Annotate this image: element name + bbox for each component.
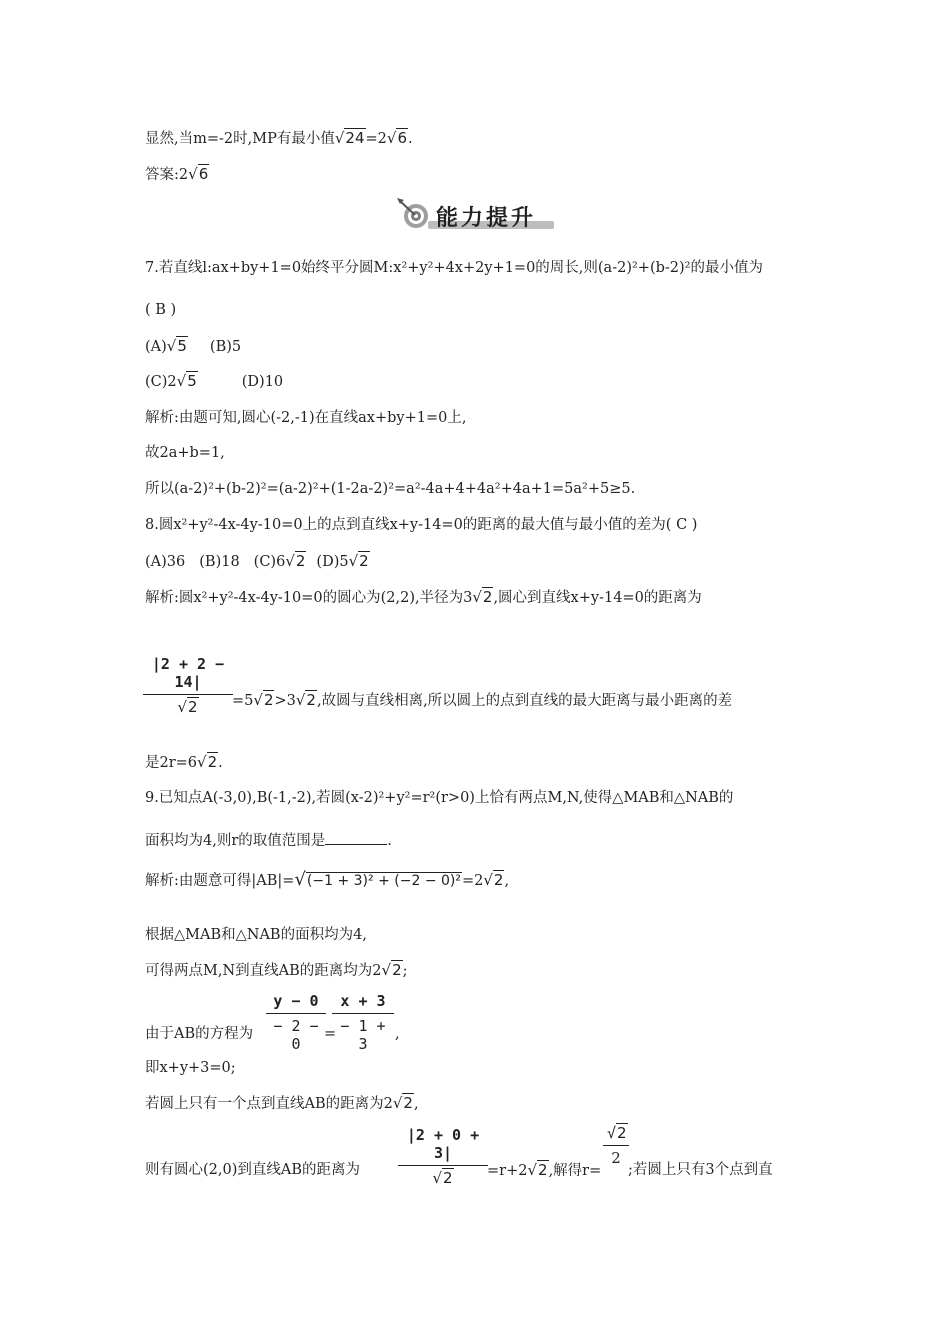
fraction [603, 1124, 629, 1167]
text: ,圆心到直线x+y-14=0的距离为 [493, 590, 702, 606]
text: , [413, 1096, 419, 1112]
text: . [408, 131, 413, 147]
text: 可得两点M,N到直线AB的距离均为2 [145, 963, 382, 979]
question-8-solution-3 [145, 752, 223, 773]
fraction-denominator: − 1 + 3 [340, 1017, 386, 1053]
sqrt: √5 [176, 372, 197, 390]
fraction-denominator: √2 [432, 1169, 453, 1187]
question-9-solution-3 [145, 960, 408, 981]
text-line [145, 128, 413, 149]
section-title: 能力提升 [436, 206, 537, 231]
text: >3 [274, 693, 296, 709]
text: (B)5 [209, 339, 242, 355]
sqrt: √2 [295, 691, 316, 709]
sqrt: √2 [381, 961, 402, 979]
text: 是2r=6 [145, 755, 198, 771]
text: (D)5 [316, 554, 349, 570]
text: 则有圆心(2,0)到直线AB的距离为 [145, 1162, 360, 1178]
section-banner [394, 197, 556, 231]
text: 若圆上只有一个点到直线AB的距离为2 [145, 1096, 393, 1112]
fraction-denominator: 2 [611, 1149, 621, 1167]
sqrt: √2 [348, 552, 369, 570]
fraction [143, 655, 233, 716]
question-7-solution-1: 解析:由题可知,圆心(-2,-1)在直线ax+by+1=0上, [145, 410, 467, 426]
question-8-solution-1 [145, 587, 702, 608]
sqrt: √24 [334, 129, 365, 147]
text: (B)18 [199, 554, 240, 570]
sqrt: √2 [472, 588, 493, 606]
sqrt: √2 [483, 871, 504, 889]
question-7-stem: 7.若直线l:ax+by+1=0始终平分圆M:x²+y²+4x+2y+1=0的周长,则(a-2)²+(b-2)²的最小值为 [145, 260, 763, 276]
text: , [395, 1026, 400, 1042]
text: =2 [461, 873, 484, 889]
text: (A) [145, 339, 167, 355]
text: (A)36 [145, 554, 186, 570]
text: ,解得r= [548, 1163, 602, 1179]
sqrt: √2 [527, 1161, 548, 1179]
text: 显然,当m=-2时,MP有最小值 [145, 131, 335, 147]
text: 答案:2 [145, 167, 189, 183]
fraction [332, 992, 394, 1053]
fraction-numerator: √2 [603, 1124, 629, 1146]
text: ; [402, 963, 408, 979]
sqrt: √2 [197, 753, 218, 771]
question-7-solution-3: 所以(a-2)²+(b-2)²=(a-2)²+(1-2a-2)²=a²-4a+4+4a²+4a+1=5a²+5≥5. [145, 481, 636, 497]
text: =5 [232, 693, 254, 709]
text: 解析:由题意可得|AB|= [145, 873, 295, 889]
question-9-solution-1 [145, 870, 509, 891]
text: = [324, 1026, 337, 1042]
question-9-stem-2 [145, 830, 392, 851]
text: . [218, 755, 223, 771]
text: (D)10 [241, 374, 284, 390]
question-9-solution-7 [145, 1160, 360, 1180]
text: ;若圆上只有3个点到直 [628, 1162, 773, 1178]
answer-line [145, 164, 209, 185]
text: (C)2 [145, 374, 177, 390]
sqrt: √2 [392, 1094, 413, 1112]
text: 解析:圆x²+y²-4x-4y-10=0的圆心为(2,2),半径为3 [145, 590, 473, 606]
question-7-answer: ( B ) [145, 302, 177, 318]
sqrt: √6 [188, 165, 209, 183]
text: =2 [365, 131, 387, 147]
question-9-solution-2: 根据△MAB和△NAB的面积均为4, [145, 927, 367, 943]
question-8-options [145, 551, 370, 572]
sqrt: √6 [386, 129, 407, 147]
text: 面积均为4,则r的取值范围是 [145, 833, 326, 849]
fraction [398, 1126, 488, 1187]
fraction-denominator: − 2 − 0 [273, 1017, 319, 1053]
fraction [266, 992, 326, 1053]
question-7-options-cd [145, 371, 283, 392]
question-9-solution-6 [145, 1093, 419, 1114]
question-7-options-ab [145, 336, 241, 357]
text: =r+2 [487, 1163, 528, 1179]
question-8-stem: 8.圆x²+y²-4x-4y-10=0上的点到直线x+y-14=0的距离的最大值与最小值的差为( C ) [145, 517, 698, 533]
sqrt: √2 [285, 552, 306, 570]
question-9-solution-4 [145, 1024, 253, 1044]
fraction-numerator: |2 + 2 − 14| [143, 655, 233, 695]
sqrt: √5 [166, 337, 187, 355]
question-7-solution-2: 故2a+b=1, [145, 445, 225, 461]
fraction-numerator: x + 3 [332, 992, 394, 1014]
question-8-solution-2 [232, 690, 732, 711]
fraction-denominator: √2 [177, 698, 198, 716]
text: , [504, 873, 510, 889]
text: (C)6 [253, 554, 286, 570]
text: . [387, 833, 392, 849]
text [487, 1160, 601, 1181]
question-9-solution-5: 即x+y+3=0; [145, 1060, 236, 1076]
fraction-numerator: |2 + 0 + 3| [398, 1126, 488, 1166]
text: ,故圆与直线相离,所以圆上的点到直线的最大距离与最小距离的差 [316, 693, 733, 709]
text: 由于AB的方程为 [145, 1026, 254, 1042]
question-9-stem: 9.已知点A(-3,0),B(-1,-2),若圆(x-2)²+y²=r²(r>0)上恰有两点M,N,使得△MAB和△NAB的 [145, 790, 734, 806]
fraction-numerator: y − 0 [266, 992, 326, 1014]
sqrt: √2 [253, 691, 274, 709]
answer-blank [325, 830, 387, 845]
sqrt: √(−1 + 3)² + (−2 − 0)² [294, 869, 461, 890]
